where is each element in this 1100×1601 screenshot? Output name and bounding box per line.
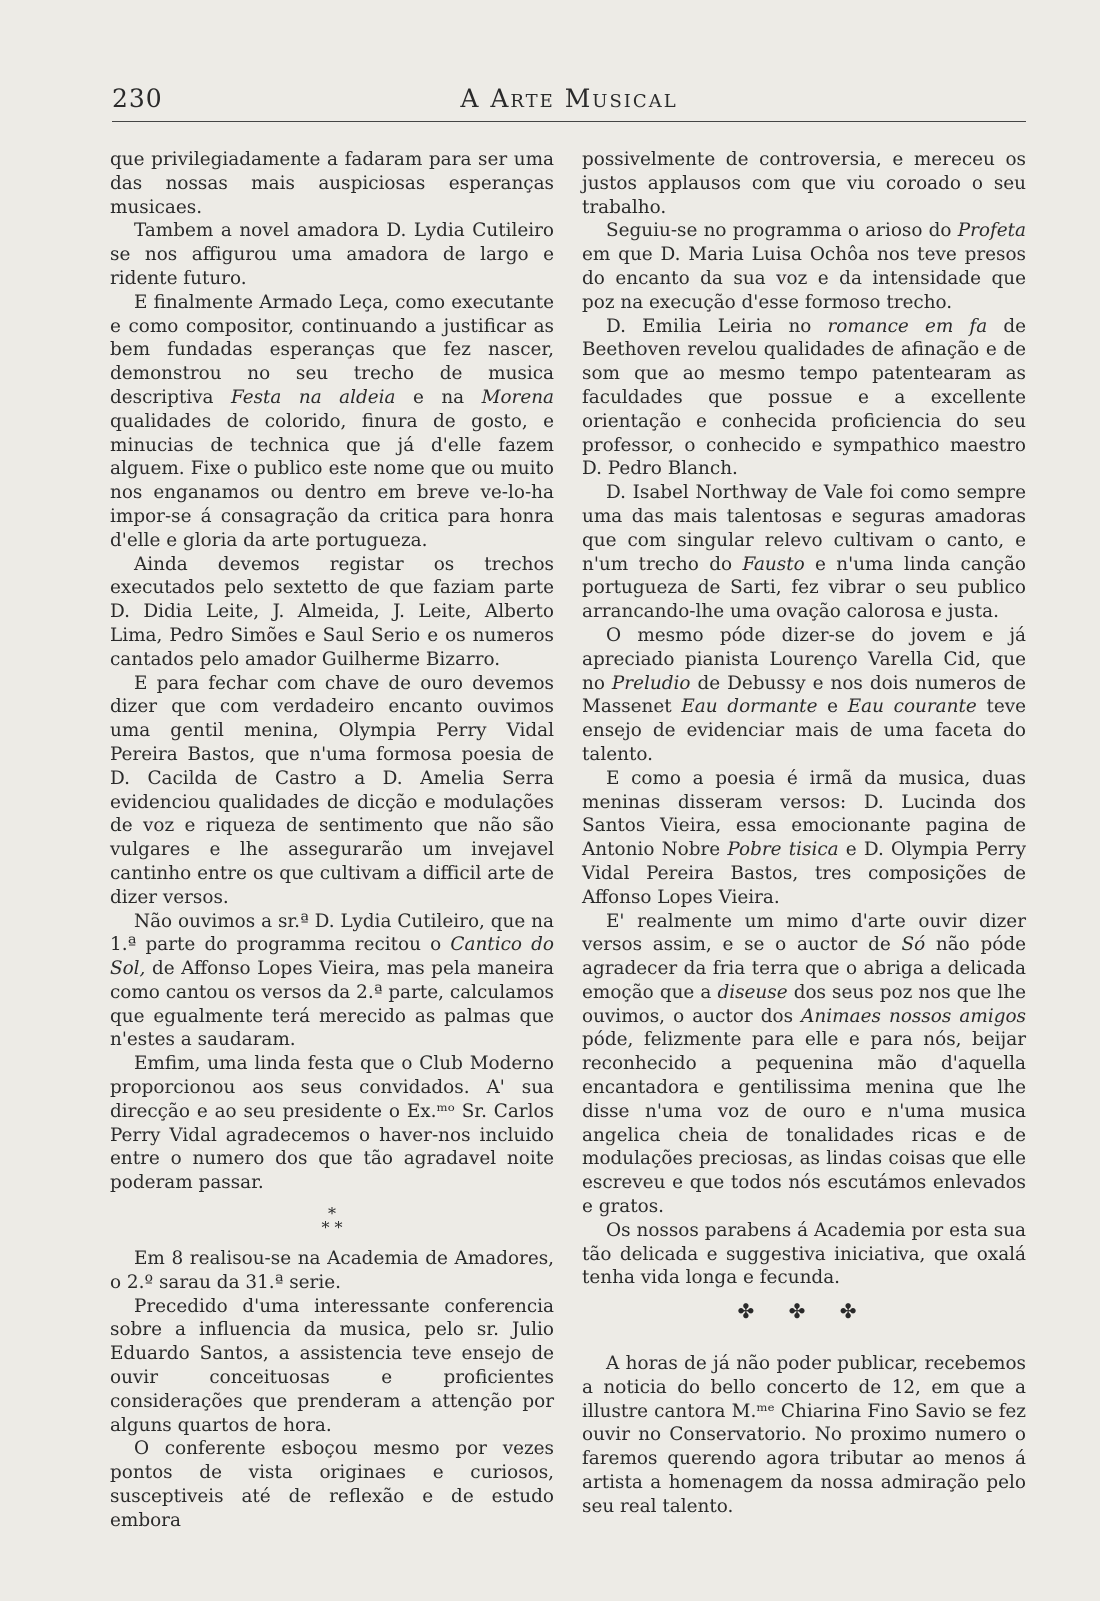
paragraph: Os nossos parabens á Academia por esta sua tão delicada e suggestiva iniciativa, que oxalá tenha vida longa e fecunda. xyxy=(582,1219,1026,1289)
work-title: Animaes nossos amigos xyxy=(801,1005,1026,1027)
work-title: Preludio xyxy=(611,672,691,694)
work-title: Eau courante xyxy=(847,696,977,718)
left-column xyxy=(110,148,554,1533)
paragraph: O mesmo póde dizer-se do jovem e já apreciado pianista Lourenço Varella Cid, que no Preludio de Debussy e nos dois numeros de Massenet Eau dormante e Eau courante teve ensejo de evidenciar mais de uma faceta do talento. xyxy=(582,624,1026,765)
work-title: Morena xyxy=(481,386,555,408)
paragraph: possivelmente de controversia, e mereceu os justos applausos com que viu coroado o seu trabalho. xyxy=(582,149,1026,218)
page-header xyxy=(112,84,1026,120)
foreign-word: diseuse xyxy=(717,981,788,1003)
right-column xyxy=(582,148,1026,1519)
paragraph: Tambem a novel amadora D. Lydia Cutileiro se nos affigurou uma amadora de largo e ridente futuro. xyxy=(110,220,554,289)
work-title: Pobre tisica xyxy=(727,839,839,861)
journal-title: A Arte Musical xyxy=(460,84,678,113)
paragraph: D. Emilia Leiria no romance em fa de Beethoven revelou qualidades de afinação e de som que ao mesmo tempo patentearam as faculdades que possue e a excellente orientação e conhecida proficiencia do seu professor, o conhecido e sympathico maestro D. Pedro Blanch. xyxy=(582,315,1026,480)
paragraph: Ainda devemos registar os trechos executados pelo sextetto de que faziam parte D. Didia Leite, J. Almeida, J. Leite, Alberto Lima, Pedro Simões e Saul Serio e os numeros cantados pelo amador Guilherme Bizarro. xyxy=(110,553,554,670)
work-title: Cantico do Sol, xyxy=(110,934,554,980)
paragraph: Seguiu-se no programma o arioso do Profeta em que D. Maria Luisa Ochôa nos teve presos do encanto da sua voz e da intensidade que poz na execução d'esse formoso trecho. xyxy=(582,220,1026,313)
paragraph: E' realmente um mimo d'arte ouvir dizer versos assim, e se o auctor de Só não póde agradecer da fria terra que o abriga a delicada emoção que a diseuse dos seus poz nos que lhe ouvimos, o auctor dos Animaes nossos amigos póde, felizmente para elle e para nós, beijar reconhecido a pequenina mão d'aquella encantadora e gentilissima menina que lhe disse n'uma voz de ouro e n'uma musica angelica cheia de tonalidades ricas e de modulações preciosas, as lindas coisas que elle escreveu e que todos nós escutámos enlevados e gratos. xyxy=(582,910,1026,1218)
section-divider: * * * xyxy=(321,1204,343,1238)
paragraph: Emfim, uma linda festa que o Club Moderno proporcionou aos seus convidados. A' sua direcção e ao seu presidente o Ex.ᵐᵒ Sr. Carlos Perry Vidal agradecemos o haver-nos incluido entre o numero dos que tão agradavel noite poderam passar. xyxy=(110,1053,554,1194)
paragraph: Precedido d'uma interessante conferencia sobre a influencia da musica, pelo sr. Julio Eduardo Santos, a assistencia teve ensejo de ouvir conceituosas e proficientes considerações que prenderam a attenção por alguns quartos de hora. xyxy=(110,1295,554,1436)
work-title: romance em fa xyxy=(827,315,988,337)
paragraph: E para fechar com chave de ouro devemos dizer que com verdadeiro encanto ouvimos uma gentil menina, Olympia Perry Vidal Pereira Bastos, que n'uma formosa poesia de D. Cacilda de Castro a D. Amelia Serra evidenciou qualidades de dicção e modulações de voz e riqueza de sentimento que não são vulgares e lhe assegurarão um invejavel cantinho entre os que cultivam a difficil arte de dizer versos. xyxy=(110,672,554,908)
work-title: Profeta xyxy=(957,220,1026,242)
work-title: Festa na aldeia xyxy=(230,386,396,408)
paragraph: D. Isabel Northway de Vale foi como sempre uma das mais talentosas e seguras amadoras que com singular relevo cultivam o canto, e n'um trecho do Fausto e n'uma linda canção portugueza de Sarti, fez vibrar o seu publico arrancando-lhe uma ovação calorosa e justa. xyxy=(582,482,1026,623)
paragraph: A horas de já não poder publicar, recebemos a noticia do bello concerto de 12, em que a illustre cantora M.ᵐᵉ Chiarina Fino Savio se fez ouvir no Conservatorio. No proximo numero o faremos querendo agora tributar ao menos á artista a homenagem da nossa admiração pelo seu real talento. xyxy=(582,1353,1026,1517)
work-title: Só xyxy=(901,934,926,956)
header-rule xyxy=(112,121,1026,122)
work-title: Fausto xyxy=(742,553,805,575)
paragraph: O conferente esboçou mesmo por vezes pontos de vista originaes e curiosos, susceptiveis até de reflexão e de estudo embora xyxy=(110,1438,554,1531)
paragraph: E como a poesia é irmã da musica, duas meninas disseram versos: D. Lucinda dos Santos Vieira, essa emocionante pagina de Antonio Nobre Pobre tisica e D. Olympia Perry Vidal Pereira Bastos, tres composições de Affonso Lopes Vieira. xyxy=(582,767,1026,908)
ornament-divider: ✤ ✤ ✤ xyxy=(737,1299,871,1324)
paragraph: Em 8 realisou-se na Academia de Amadores, o 2.º sarau da 31.ª serie. xyxy=(110,1248,554,1293)
page-number: 230 xyxy=(112,84,163,113)
paragraph: Não ouvimos a sr.ª D. Lydia Cutileiro, que na 1.ª parte do programma recitou o Cantico do Sol, de Affonso Lopes Vieira, mas pela maneira como cantou os versos da 2.ª parte, calculamos que egualmente terá merecido as palmas que n'estes a saudaram. xyxy=(110,910,554,1051)
paragraph: E finalmente Armado Leça, como executante e como compositor, continuando a justificar as bem fundadas esperanças que fez nascer, demonstrou no seu trecho de musica descriptiva Festa na aldeia e na Morena qualidades de colorido, finura de gosto, e minucias de technica que já d'elle fazem alguem. Fixe o publico este nome que ou muito nos enganamos ou dentro em breve ve-lo-ha impor-se á consagração da critica para honra d'elle e gloria da arte portugueza. xyxy=(110,291,555,551)
work-title: Eau dormante xyxy=(681,696,818,718)
paragraph: que privilegiadamente a fadaram para ser uma das nossas mais auspiciosas esperanças musicaes. xyxy=(110,149,554,218)
